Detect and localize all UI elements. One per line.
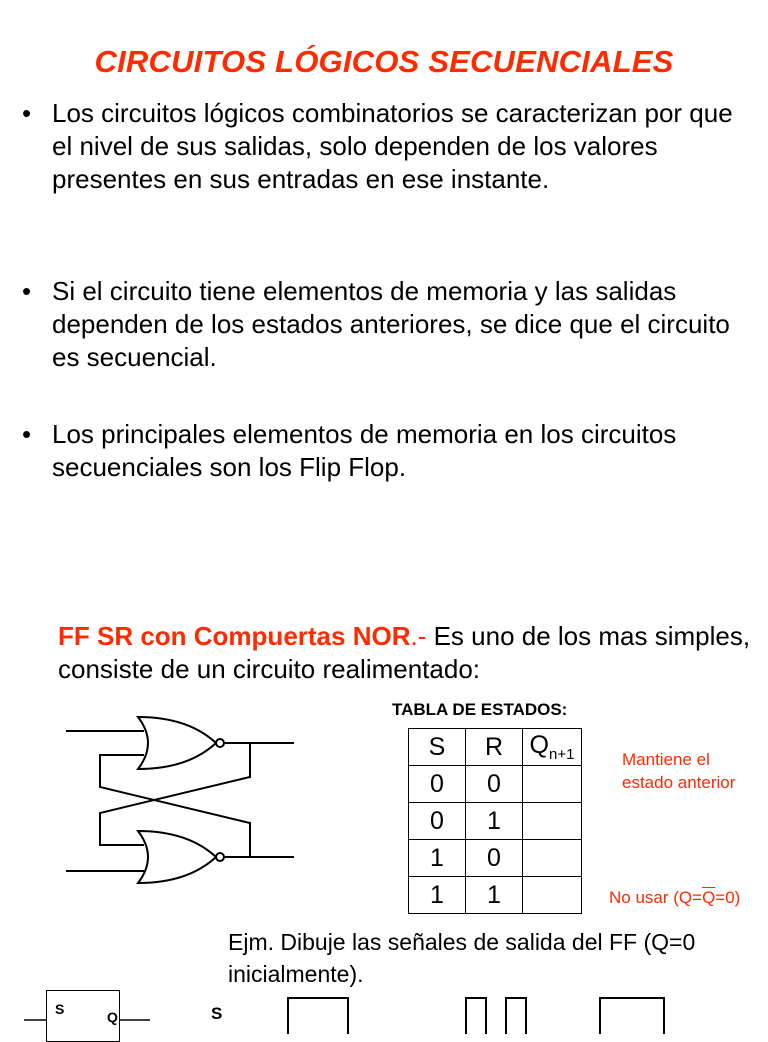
cell-s: 1 <box>409 840 466 877</box>
bullet-text: Los principales elementos de memoria en los circuitos secuenciales son los Flip Flop. <box>52 419 677 482</box>
state-table-header-row <box>409 729 582 766</box>
signal-s-waveform <box>260 994 760 1034</box>
state-table-title: TABLA DE ESTADOS: <box>392 700 568 719</box>
cell-s: 1 <box>409 877 466 914</box>
cell-r: 0 <box>466 840 523 877</box>
cell-r: 0 <box>466 766 523 803</box>
pulse-4 <box>600 998 664 1034</box>
cell-q <box>523 766 582 803</box>
ff-box-q-label: Q <box>107 1009 118 1025</box>
note-no-usar-suffix: =0) <box>715 888 741 907</box>
nor-latch-diagram <box>58 705 358 895</box>
bullet-dot: • <box>22 98 32 128</box>
header-q-subscript: n+1 <box>549 746 575 763</box>
ff-sr-heading-separator: .- <box>410 621 434 651</box>
pulse-1 <box>288 998 348 1034</box>
bullet-combinatorios <box>22 97 742 196</box>
ff-sr-heading <box>58 620 758 686</box>
cell-q <box>523 877 582 914</box>
bullet-dot: • <box>22 276 32 306</box>
cell-q <box>523 840 582 877</box>
header-q-label: Q <box>529 731 549 759</box>
ff-box-pins <box>0 990 180 1024</box>
header-q <box>523 729 582 766</box>
header-r: R <box>466 729 523 766</box>
feedback-line-top <box>100 743 250 845</box>
page-title: CIRCUITOS LÓGICOS SECUENCIALES <box>94 44 674 79</box>
note-no-usar-prefix: No usar (Q= <box>609 888 703 907</box>
cell-q <box>523 803 582 840</box>
table-row <box>409 766 582 803</box>
nor-gate-bottom <box>138 831 216 883</box>
bullet-dot: • <box>22 419 32 449</box>
header-s: S <box>409 729 466 766</box>
bullet-text: Los circuitos lógicos combinatorios se caracterizan por que el nivel de sus salidas, solo dependen de los valores presentes en sus entradas en ese instante. <box>52 98 733 194</box>
cell-r: 1 <box>466 803 523 840</box>
ff-sr-heading-description: Es uno de los mas simples, consiste de un circuito realimentado: <box>58 621 751 684</box>
ff-box-s-label: S <box>55 1001 65 1017</box>
bullet-secuencial <box>22 275 742 374</box>
state-table <box>408 728 582 914</box>
pulse-2 <box>466 998 486 1034</box>
ff-sr-heading-title: FF SR con Compuertas NOR <box>58 621 411 651</box>
note-mantiene: Mantiene el estado anterior <box>622 750 736 792</box>
bullet-text: Si el circuito tiene elementos de memoria y las salidas dependen de los estados anteriores, se dice que el circuito es secuencial. <box>52 276 730 372</box>
nor-gate-top <box>138 717 216 769</box>
pulse-3 <box>506 998 526 1034</box>
example-text: Ejm. Dibuje las señales de salida del FF (Q=0 inicialmente). <box>228 929 696 987</box>
note-no-usar-qbar: $\overline{Q}$ <box>702 888 716 907</box>
cell-r: 1 <box>466 877 523 914</box>
cell-s: 0 <box>409 803 466 840</box>
note-no-usar <box>609 886 740 909</box>
feedback-line-bottom <box>100 755 250 857</box>
table-row <box>409 840 582 877</box>
cell-s: 0 <box>409 766 466 803</box>
table-row <box>409 803 582 840</box>
table-row <box>409 877 582 914</box>
bullet-flip-flop <box>22 418 742 484</box>
signal-s-label: S <box>211 1004 223 1023</box>
